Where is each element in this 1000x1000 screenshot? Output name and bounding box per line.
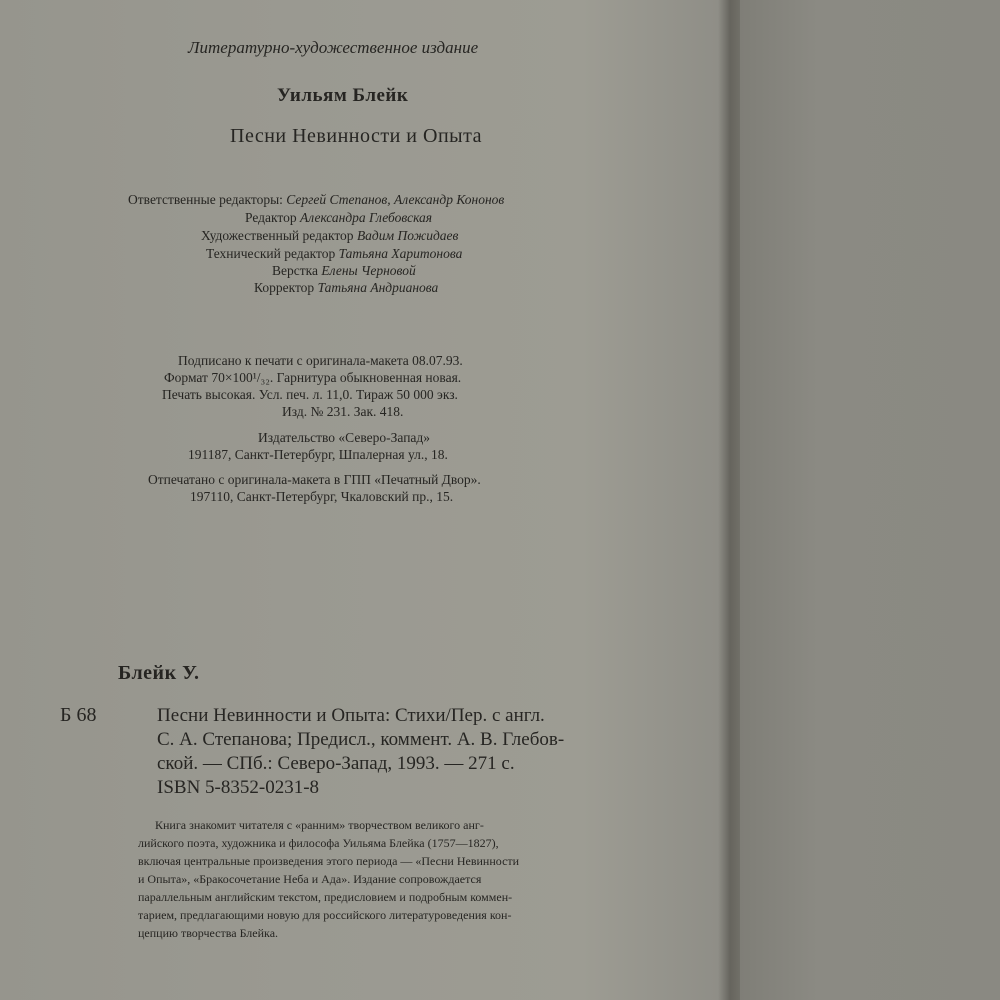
catalog-line-1: Песни Невинности и Опыта: Стихи/Пер. с англ. bbox=[157, 705, 545, 726]
credit-proofreader bbox=[254, 280, 438, 296]
print-order: Изд. № 231. Зак. 418. bbox=[282, 404, 404, 419]
right-page bbox=[740, 0, 1000, 1000]
catalog-isbn: ISBN 5-8352-0231-8 bbox=[157, 777, 320, 798]
credit-role: Ответственные редакторы: bbox=[128, 192, 283, 207]
credit-art-editor bbox=[201, 228, 458, 244]
credit-editor bbox=[245, 210, 432, 226]
annotation-line-3: включая центральные произведения этого периода — «Песни Невинности bbox=[138, 854, 520, 868]
credit-role: Верстка bbox=[272, 263, 318, 278]
credit-tech-editor bbox=[206, 246, 462, 262]
annotation-line-6: тарием, предлагающими новую для российского литературоведения кон- bbox=[138, 908, 512, 922]
annotation-line-5: параллельным английским текстом, предисловием и подробным коммен- bbox=[138, 890, 513, 904]
book-gutter bbox=[718, 0, 740, 1000]
credit-role: Редактор bbox=[245, 210, 297, 225]
edition-type: Литературно-художественное издание bbox=[188, 38, 479, 57]
annotation-line-7: цепцию творчества Блейка. bbox=[138, 926, 279, 940]
publisher-address: 191187, Санкт-Петербург, Шпалерная ул., 18. bbox=[188, 447, 448, 462]
credit-role: Художественный редактор bbox=[201, 228, 354, 243]
catalog-code: Б 68 bbox=[60, 704, 97, 726]
printer-name: Отпечатано с оригинала-макета в ГПП «Печатный Двор». bbox=[148, 472, 481, 487]
credit-role: Корректор bbox=[254, 280, 315, 295]
book-title: Песни Невинности и Опыта bbox=[230, 125, 482, 147]
printer-address: 197110, Санкт-Петербург, Чкаловский пр., 15. bbox=[190, 489, 454, 504]
credit-responsible-editors bbox=[128, 192, 504, 208]
credit-role: Технический редактор bbox=[206, 246, 336, 261]
annotation-line-4: и Опыта», «Бракосочетание Неба и Ада». Издание сопровождается bbox=[138, 872, 482, 886]
catalog-line-3: ской. — СПб.: Северо-Запад, 1993. — 271 с. bbox=[157, 753, 515, 774]
credit-names: Вадим Пожидаев bbox=[356, 228, 459, 243]
publisher-name: Издательство «Северо-Запад» bbox=[258, 430, 431, 445]
print-signed: Подписано к печати с оригинала-макета 08.07.93. bbox=[178, 353, 463, 368]
credit-names: Александра Глебовская bbox=[299, 210, 433, 225]
catalog-line-2: С. А. Степанова; Предисл., коммент. А. В. Глебов- bbox=[157, 729, 565, 750]
print-format: Формат 70×100¹/₃₂. Гарнитура обыкновенная новая. bbox=[164, 370, 462, 385]
catalog-author-heading: Блейк У. bbox=[118, 662, 200, 684]
annotation-line-1: Книга знакомит читателя с «ранним» творчеством великого анг- bbox=[155, 818, 484, 832]
credit-names: Сергей Степанов, Александр Кононов bbox=[286, 192, 505, 207]
print-printing: Печать высокая. Усл. печ. л. 11,0. Тираж 50 000 экз. bbox=[162, 387, 458, 402]
credit-names: Татьяна Харитонова bbox=[338, 246, 463, 261]
annotation-line-2: лийского поэта, художника и философа Уильяма Блейка (1757—1827), bbox=[138, 836, 499, 850]
credit-names: Татьяна Андрианова bbox=[317, 280, 439, 295]
credit-names: Елены Черновой bbox=[321, 263, 416, 278]
credit-layout bbox=[272, 263, 416, 279]
book-author: Уильям Блейк bbox=[277, 85, 409, 106]
